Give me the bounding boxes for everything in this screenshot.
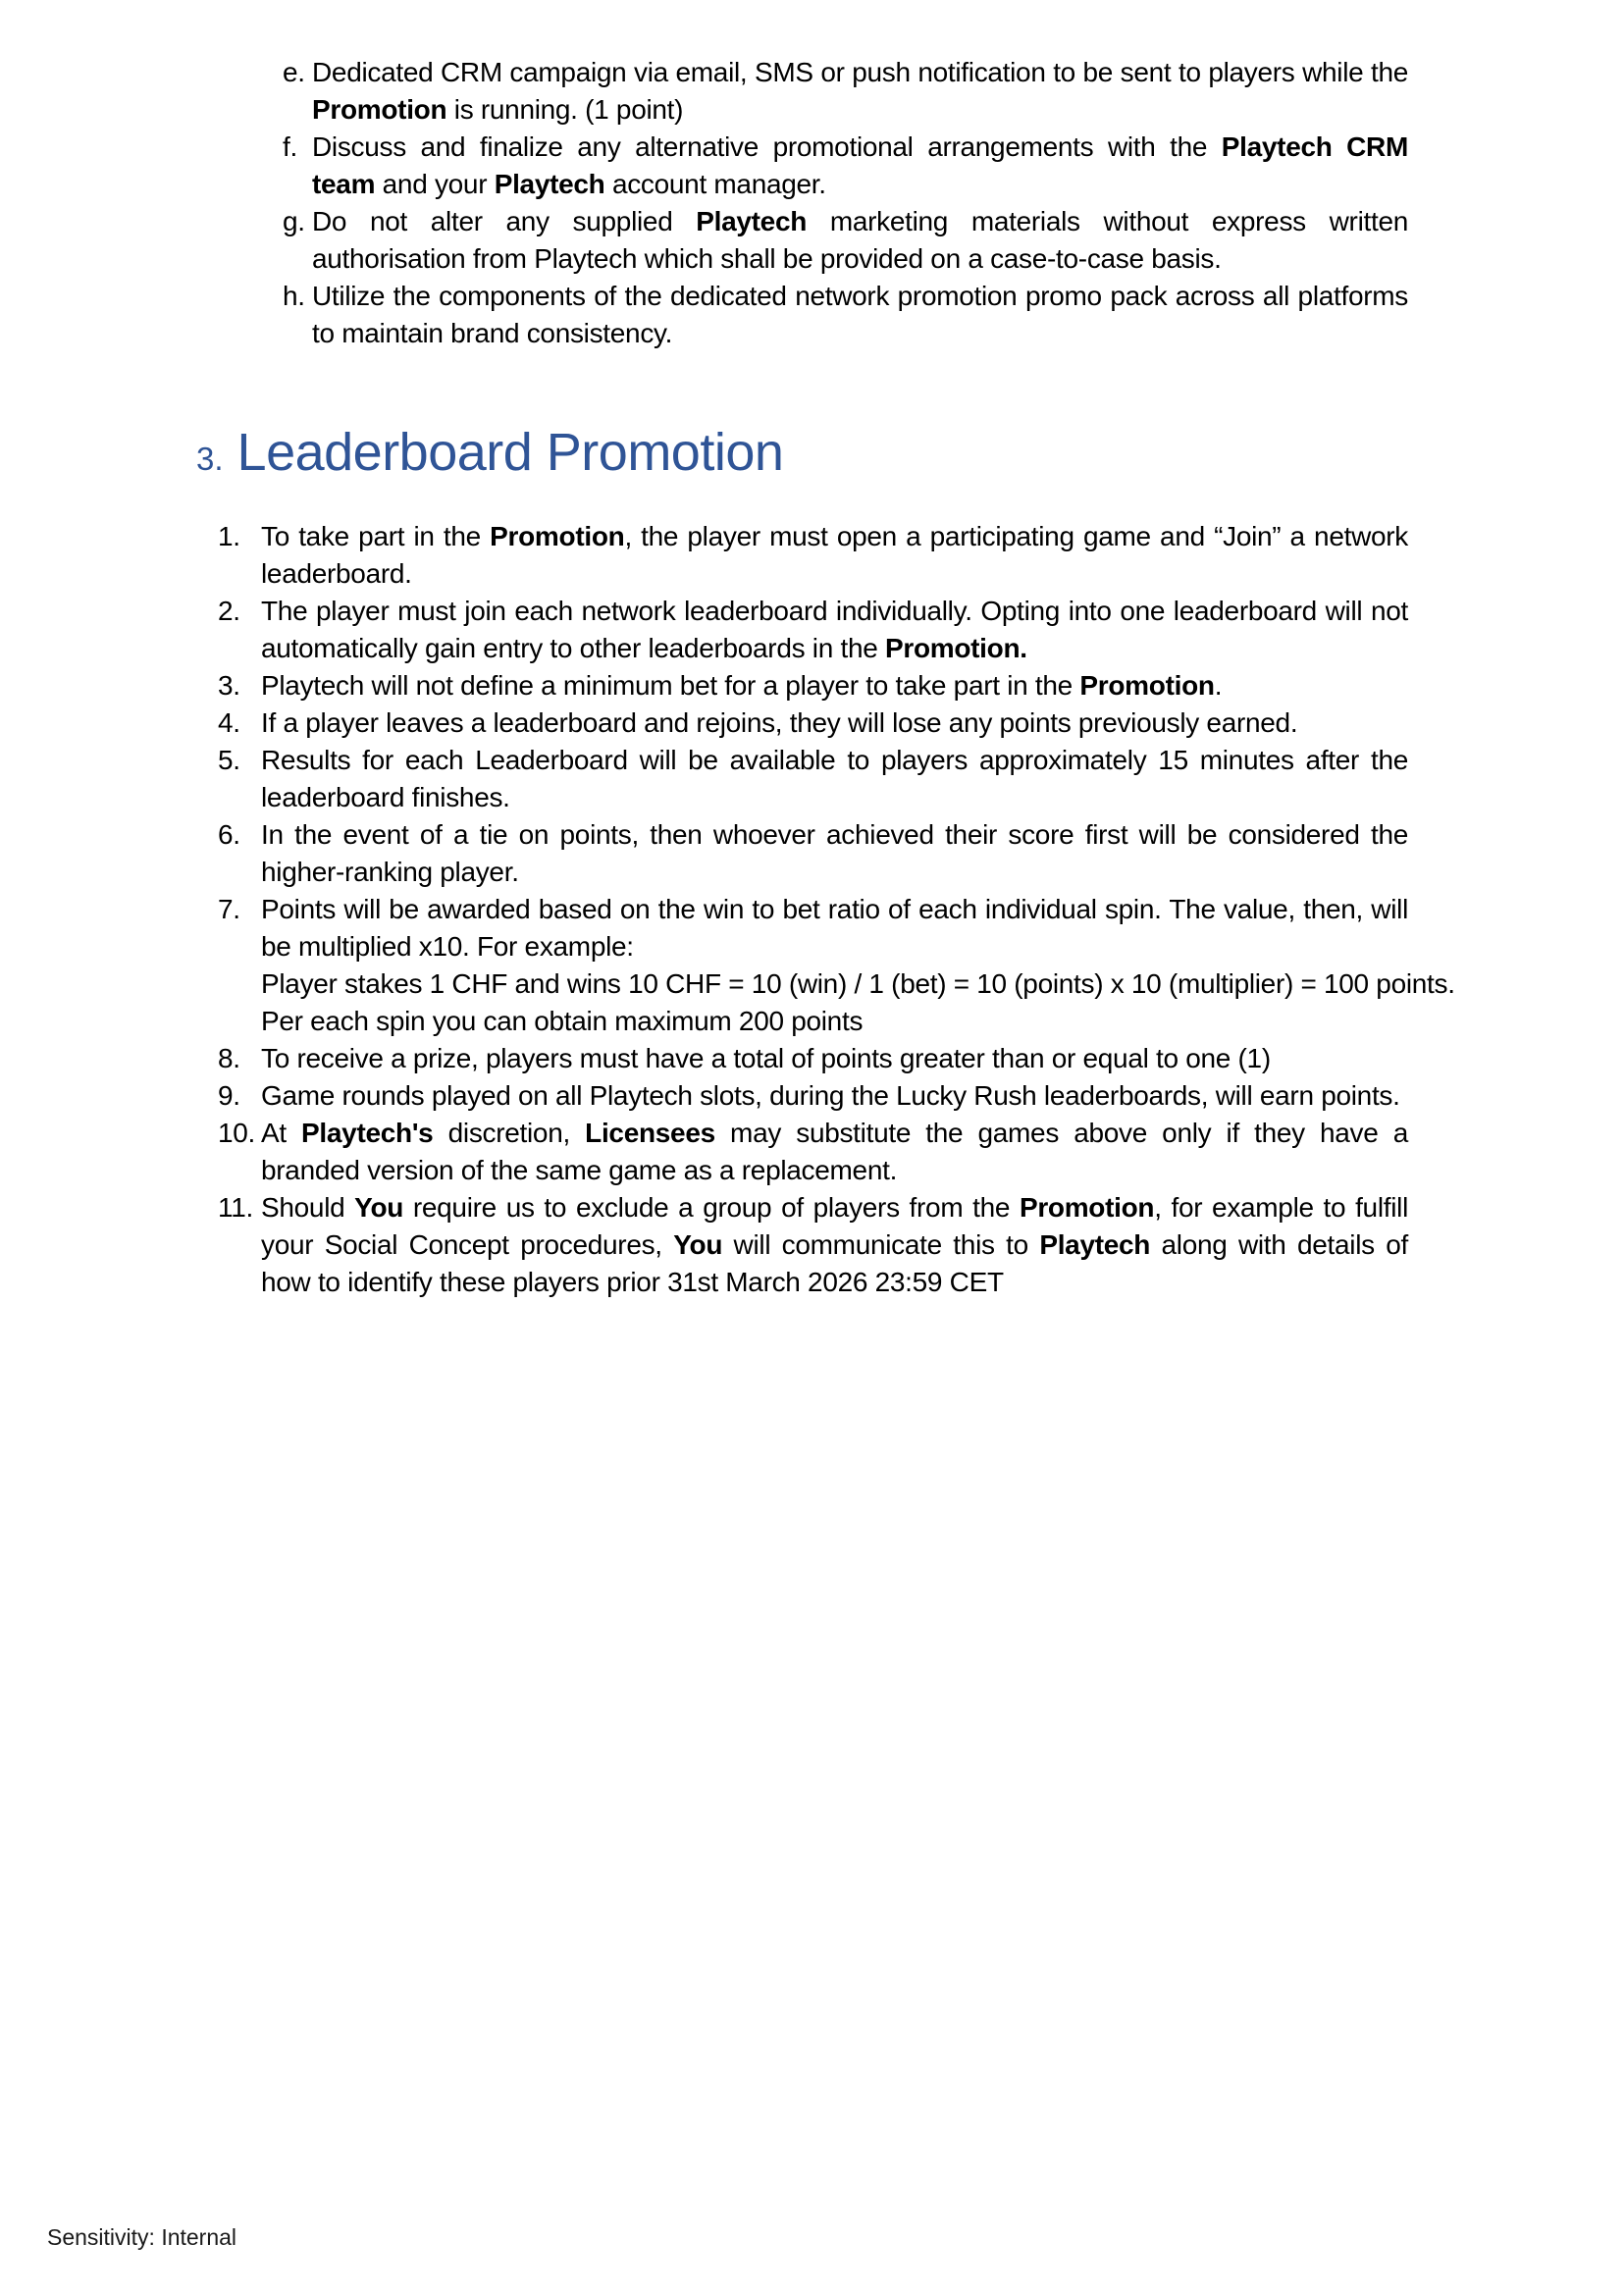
list-item: [218, 518, 1408, 593]
list-item-text: Dedicated CRM campaign via email, SMS or push notification to be sent to players while the Promotion is running. (1 point): [312, 57, 1408, 125]
list-marker: 4.: [218, 707, 240, 738]
list-marker: 6.: [218, 819, 240, 850]
list-marker: h.: [283, 281, 305, 311]
list-item-text: Do not alter any supplied Playtech marketing materials without express written authorisation from Playtech which shall be provided on a case-to-case basis.: [312, 206, 1408, 274]
list-item-text: Utilize the components of the dedicated network promotion promo pack across all platforms to maintain brand consistency.: [312, 281, 1408, 348]
list-item-text: Discuss and finalize any alternative promotional arrangements with the Playtech CRM team and your Playtech account manager.: [312, 131, 1408, 199]
lettered-list: [283, 54, 1408, 352]
list-item-text: In the event of a tie on points, then whoever achieved their score first will be considered the higher-ranking player.: [261, 819, 1408, 887]
numbered-list: [218, 518, 1455, 1301]
list-item: [218, 593, 1408, 667]
list-marker: 1.: [218, 521, 240, 551]
list-marker: 10.: [218, 1118, 256, 1148]
list-item: [218, 667, 1408, 704]
list-item: [218, 1189, 1408, 1301]
list-marker: 9.: [218, 1080, 240, 1111]
list-marker: 2.: [218, 596, 240, 626]
list-marker: 7.: [218, 894, 240, 924]
list-item-text: Results for each Leaderboard will be available to players approximately 15 minutes after the leaderboard finishes.: [261, 745, 1408, 812]
section-heading: [196, 423, 1624, 489]
list-item: [218, 891, 1455, 1040]
list-item: [283, 203, 1408, 278]
list-item-text: To take part in the Promotion, the player must open a participating game and “Join” a network leaderboard.: [261, 521, 1408, 589]
sensitivity-label: Sensitivity: Internal: [47, 2224, 237, 2250]
list-item: [218, 1040, 1408, 1077]
list-item-text: At Playtech's discretion, Licensees may substitute the games above only if they have a branded version of the same game as a replacement.: [261, 1118, 1408, 1185]
list-item-text: Playtech will not define a minimum bet for a player to take part in the Promotion.: [261, 670, 1223, 701]
list-item: [283, 54, 1408, 129]
list-item: [283, 129, 1408, 203]
list-item-text: Game rounds played on all Playtech slots, during the Lucky Rush leaderboards, will earn points.: [261, 1080, 1400, 1111]
list-item: [218, 704, 1408, 742]
section-heading-number: 3.: [196, 441, 224, 477]
list-item: [283, 278, 1408, 352]
list-marker: e.: [283, 57, 305, 87]
list-marker: f.: [283, 131, 297, 162]
list-item: [218, 816, 1408, 891]
page-footer: [47, 2223, 236, 2251]
list-item: [218, 742, 1408, 816]
list-marker: 11.: [218, 1192, 253, 1223]
list-item-text: If a player leaves a leaderboard and rejoins, they will lose any points previously earned.: [261, 707, 1298, 738]
list-marker: 5.: [218, 745, 240, 775]
list-item-text: The player must join each network leaderboard individually. Opting into one leaderboard will not automatically gain entry to other leaderboards in the Promotion.: [261, 596, 1408, 663]
list-marker: g.: [283, 206, 305, 236]
list-item-text: Should You require us to exclude a group of players from the Promotion, for example to fulfill your Social Concept procedures, You will communicate this to Playtech along with details of how to identify these players prior 31st March 2026 23:59 CET: [261, 1192, 1409, 1297]
list-marker: 8.: [218, 1043, 240, 1073]
list-marker: 3.: [218, 670, 240, 701]
list-item: [218, 1077, 1408, 1115]
list-item-text: To receive a prize, players must have a total of points greater than or equal to one (1): [261, 1043, 1271, 1073]
list-item: [218, 1115, 1408, 1189]
list-item-text: Points will be awarded based on the win to bet ratio of each individual spin. The value, then, will be multiplied x10. For example: Player stakes 1 CHF and wins 10 CHF = 10 (win) / 1 (bet) = 10 (points) x 10 (multiplier) = 100 points. Per each spin you can obtain maximum 200 points: [261, 894, 1455, 1036]
section-heading-title: Leaderboard Promotion: [236, 423, 784, 482]
